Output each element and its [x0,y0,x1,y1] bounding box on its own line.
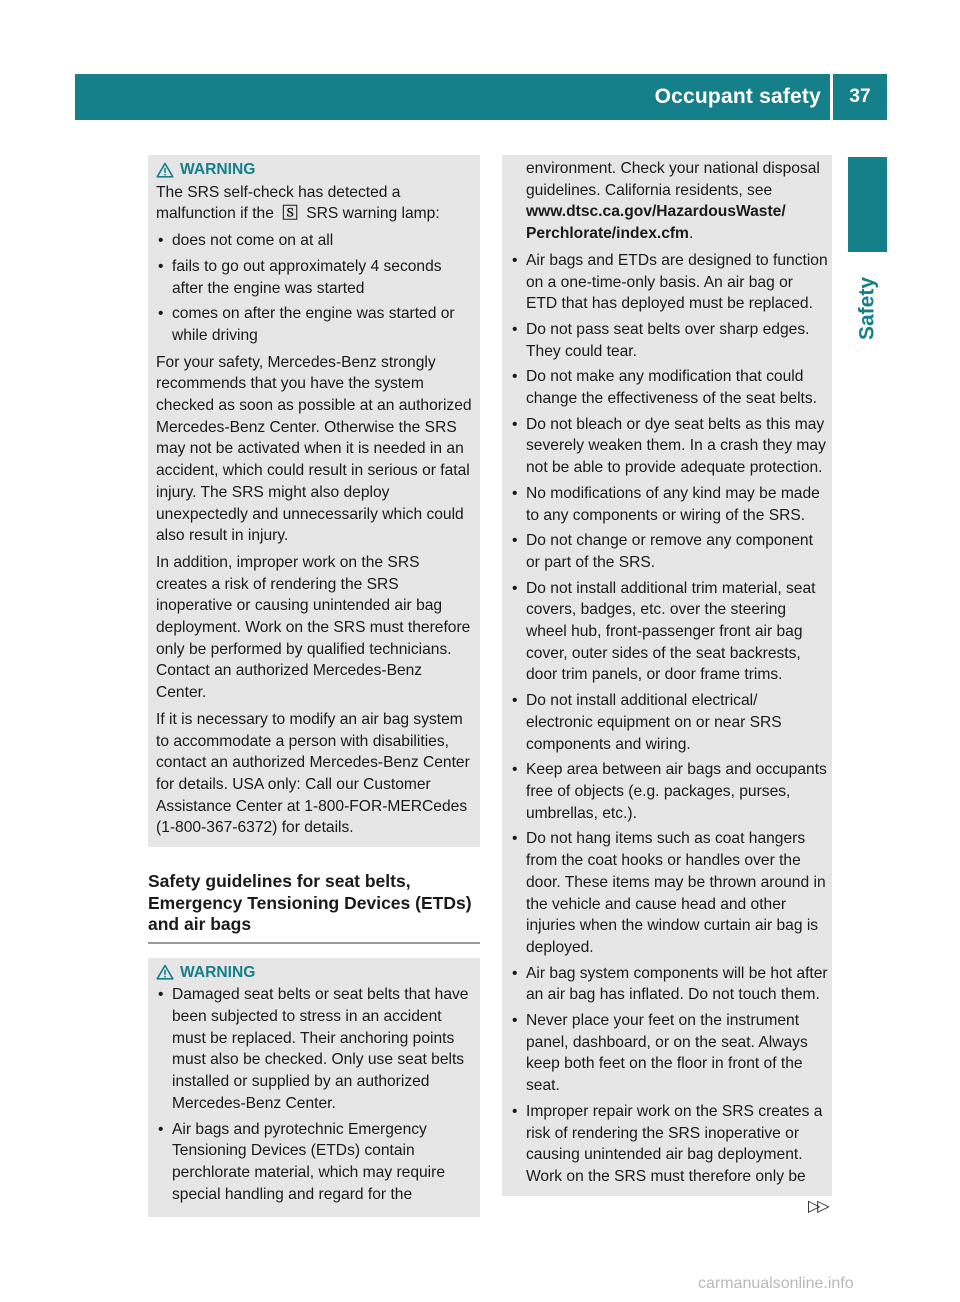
continued-arrow-icon: ▷▷ [808,1198,827,1215]
paragraph: In addition, improper work on the SRS creates a risk of rendering the SRS inoperative or causing unintended air bag deployment. Work on the SRS must therefore only be performed by qualified technicians. Contact an authorized Mercedes-Benz Center. [156,553,471,702]
warning-intro [156,182,474,225]
list-item: • Do not install additional electrical/ electronic equipment on or near SRS components and wiring. [510,690,828,755]
continued-paragraph [526,158,828,245]
warning-label: WARNING [180,161,256,178]
left-column [148,155,480,1217]
warning-box-srs [148,155,480,847]
list-item: • Never place your feet on the instrument panel, dashboard, or on the seat. Always keep both feet on the floor in front of the seat. [510,1010,828,1097]
section-heading-block [148,871,480,944]
warning-box-seatbelts [148,958,480,1218]
list-item: • Air bags and ETDs are designed to function on a one-time-only basis. An air bag or ETD that has deployed must be replaced. [510,250,828,315]
list-item: • Improper repair work on the SRS creates a risk of rendering the SRS inoperative or causing unintended air bag deployment. Work on the SRS must therefore only be [510,1101,828,1188]
list-item: • Do not hang items such as coat hangers from the coat hooks or handles over the door. These items may be thrown around in the vehicle and cause head and other injuries when the window curtain air bag is deployed. [510,828,828,958]
list-item: • Do not pass seat belts over sharp edges. They could tear. [510,319,828,362]
paragraph: For your safety, Mercedes-Benz strongly recommends that you have the system checked as soon as possible at an authorized Mercedes-Benz Center. Otherwise the SRS may not be activated when it is needed in an accident, which could result in serious or fatal injury. The SRS might also deploy unexpectedly and unnecessarily which could also result in injury. [156,353,472,545]
list-item: • Air bags and pyrotechnic Emergency Tensioning Devices (ETDs) contain perchlorate material, which may require special handling and regard for the [156,1119,474,1206]
header-bar [75,74,830,120]
list-item: • Air bag system components will be hot after an air bag has inflated. Do not touch them. [510,963,828,1006]
warning-label: WARNING [180,963,256,981]
side-tab-label: Safety [855,276,879,340]
list-item: • Damaged seat belts or seat belts that have been subjected to stress in an accident must be replaced. Their anchoring points must also be checked. Only use seat belts installed or supplied by an authorized Mercedes-Benz Center. [156,984,474,1114]
side-tab-marker [848,157,887,252]
safety-guidelines-list [510,250,828,1188]
section-heading: Safety guidelines for seat belts, Emergency Tensioning Devices (ETDs) and air bags [148,871,472,935]
list-item: • Do not bleach or dye seat belts as this may severely weaken them. In a crash they may not be able to provide adequate protection. [510,414,828,479]
list-item: • Keep area between air bags and occupants free of objects (e.g. packages, purses, umbrellas, etc.). [510,759,828,824]
warning-triangle-icon [156,162,174,178]
right-column [502,155,832,1196]
intro-text: The SRS self-check has detected a malfunction if the [156,183,401,223]
warning-triangle-icon [156,964,174,980]
heading-rule [148,942,480,944]
list-item: • Do not change or remove any component or part of the SRS. [510,530,828,573]
list-item: • comes on after the engine was started or while driving [156,303,474,346]
disposal-link[interactable]: www.dtsc.ca.gov/HazardousWaste/ Perchlorate/index.cfm [526,203,786,243]
page-number: 37 [833,74,887,120]
srs-warning-lamp-icon: 🅂 [282,205,298,223]
paragraph: If it is necessary to modify an air bag system to accommodate a person with disabilities, contact an authorized Mercedes-Benz Center for details. USA only: Call our Customer Assistance Center at 1-800-FOR-MERCedes (1-800-367-6372) for details. [156,710,470,837]
list-item: • Do not install additional trim material, seat covers, badges, etc. over the steering wheel hub, front-passenger front air bag cover, outer sides of the seat backrests, door trim panels, or door frame trims. [510,578,828,687]
warning-heading [156,159,474,181]
srs-fault-list [156,230,474,347]
watermark: carmanualsonline.info [698,1275,854,1292]
warning-heading [156,962,474,984]
section-title: Occupant safety [654,85,821,108]
list-item: • does not come on at all [156,230,474,252]
list-item: • Do not make any modification that could change the effectiveness of the seat belts. [510,366,828,409]
continued-text-end: . [688,225,694,243]
seatbelt-warning-list [156,984,474,1205]
list-item: • fails to go out approximately 4 seconds after the engine was started [156,256,474,299]
continued-text: environment. Check your national disposal guidelines. California residents, see [526,160,820,199]
list-item: • No modifications of any kind may be made to any components or wiring of the SRS. [510,483,828,526]
warning-box-continued [502,155,832,1196]
intro-text-end: SRS warning lamp: [306,205,440,223]
